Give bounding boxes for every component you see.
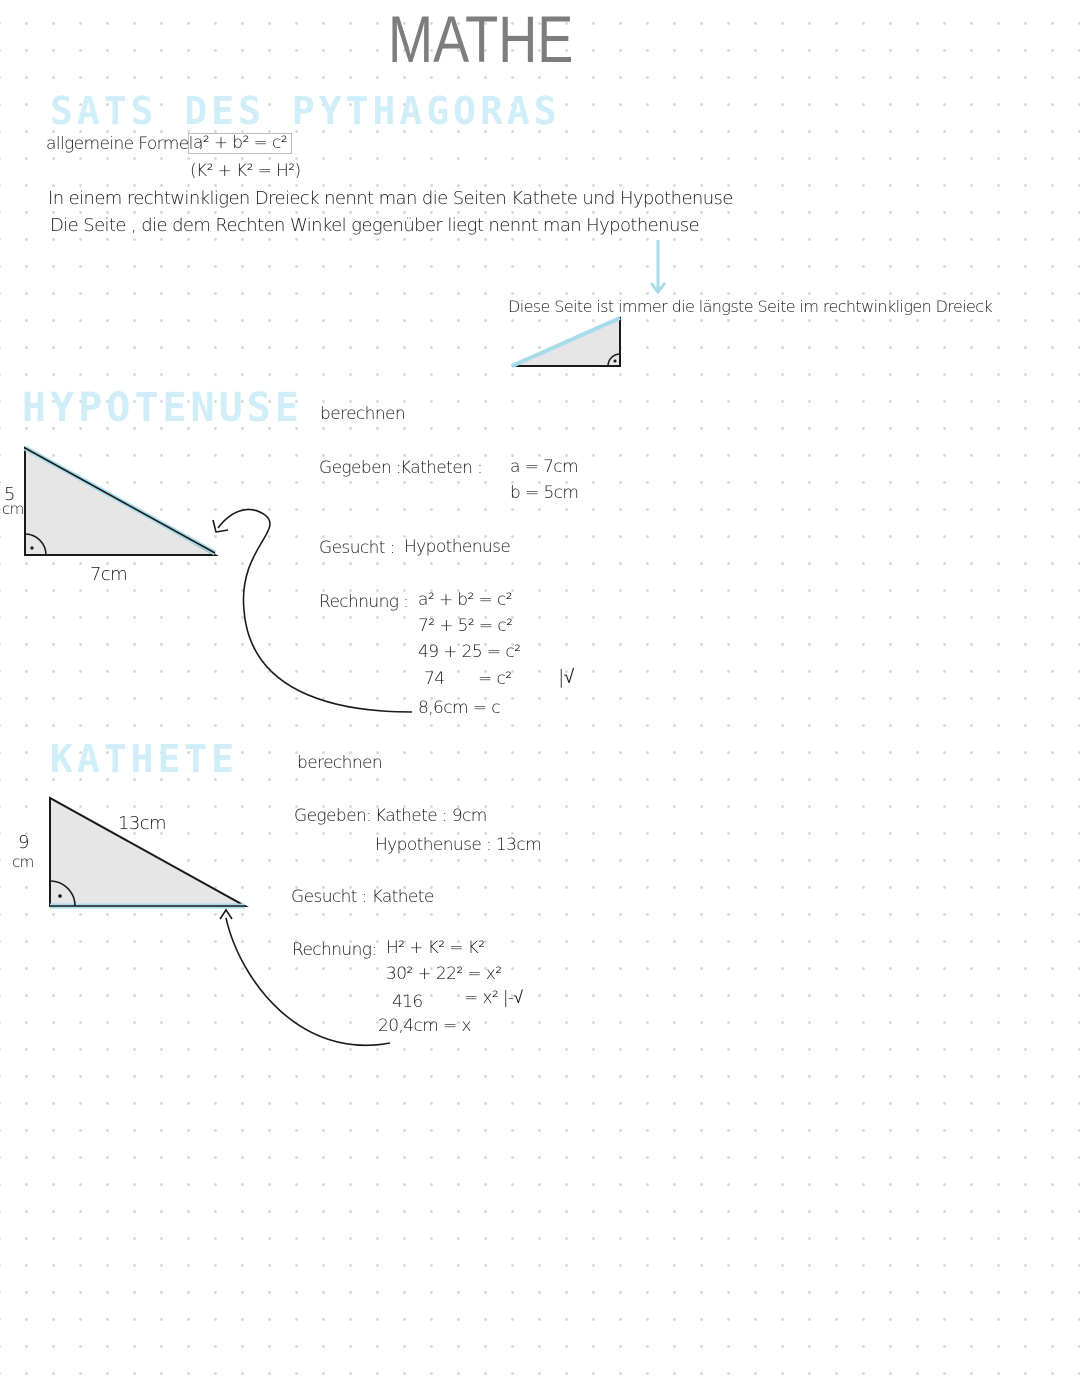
- kathete-calc-line-3-left: 416: [392, 992, 423, 1012]
- kathete-given-label: Gegeben:: [294, 806, 372, 826]
- kathete-calc-line-3-right: = x² |-√: [464, 988, 523, 1008]
- page-title: MATHE: [388, 2, 574, 76]
- formula-alt: (K² + K² = H²): [190, 161, 301, 181]
- formula-box: a² + b² = c²: [188, 133, 292, 154]
- side-label-9-unit: cm: [12, 853, 34, 871]
- calc-line-1: a² + b² = c²: [418, 590, 512, 610]
- kathete-calc-line-1: H² + K² = K²: [386, 938, 485, 958]
- intro-line-2: Die Seite , die dem Rechten Winkel gegenüber liegt nennt man Hypothenuse: [50, 215, 700, 236]
- small-triangle: [512, 318, 620, 366]
- calc-line-4-mid: = c²: [478, 669, 512, 689]
- calc-line-2: 7² + 5² = c²: [418, 616, 513, 636]
- kathete-calc-line-4: 20,4cm = x: [378, 1016, 471, 1036]
- curved-arrow-icon: [213, 509, 412, 712]
- pythagoras-heading: SATS DES PYTHAGORAS: [50, 89, 561, 133]
- curved-arrow-kathete-icon: [220, 910, 390, 1045]
- side-label-13cm: 13cm: [118, 813, 166, 834]
- kathete-heading: KATHETE: [50, 737, 239, 781]
- kathete-triangle: [50, 798, 245, 906]
- kathete-given-1: Kathete : 9cm: [375, 806, 487, 826]
- formula-label: allgemeine Formel :: [46, 134, 203, 154]
- calc-line-5: 8,6cm = c: [418, 698, 500, 718]
- intro-line-1: In einem rechtwinkligen Dreieck nennt man die Seiten Kathete und Hypothenuse: [48, 188, 733, 209]
- kathete-calc-line-2: 30² + 22² = x²: [386, 964, 502, 984]
- calc-label: Rechnung :: [319, 592, 409, 612]
- kathete-calc-label: Rechnung:: [292, 940, 377, 960]
- side-label-5: 5: [4, 484, 15, 505]
- hypotenuse-subheading: berechnen: [320, 404, 406, 424]
- kathete-sought: Gesucht : Kathete: [291, 887, 434, 907]
- down-arrow-icon: [651, 240, 665, 292]
- given-b: b = 5cm: [510, 483, 579, 503]
- calc-line-4-left: 74: [424, 669, 445, 689]
- hypotenuse-note: Diese Seite ist immer die längste Seite im rechtwinkligen Dreieck: [508, 297, 993, 316]
- given-label: Gegeben :: [319, 458, 402, 478]
- hypotenuse-heading: HYPOTENUSE: [22, 385, 303, 431]
- sought-label: Gesucht :: [319, 538, 395, 558]
- hypotenuse-triangle: [25, 448, 215, 555]
- side-label-9: 9: [18, 832, 29, 853]
- sought-text: Hypothenuse: [404, 537, 511, 557]
- kathete-given-2: Hypothenuse : 13cm: [375, 835, 542, 855]
- side-label-7cm: 7cm: [90, 564, 128, 585]
- given-text: Katheten :: [400, 458, 483, 478]
- calc-line-4-op: |√: [558, 666, 574, 688]
- side-label-5-unit: cm: [2, 500, 24, 518]
- calc-line-3: 49 + 25 = c²: [418, 642, 521, 662]
- kathete-subheading: berechnen: [297, 753, 383, 773]
- given-a: a = 7cm: [510, 457, 578, 477]
